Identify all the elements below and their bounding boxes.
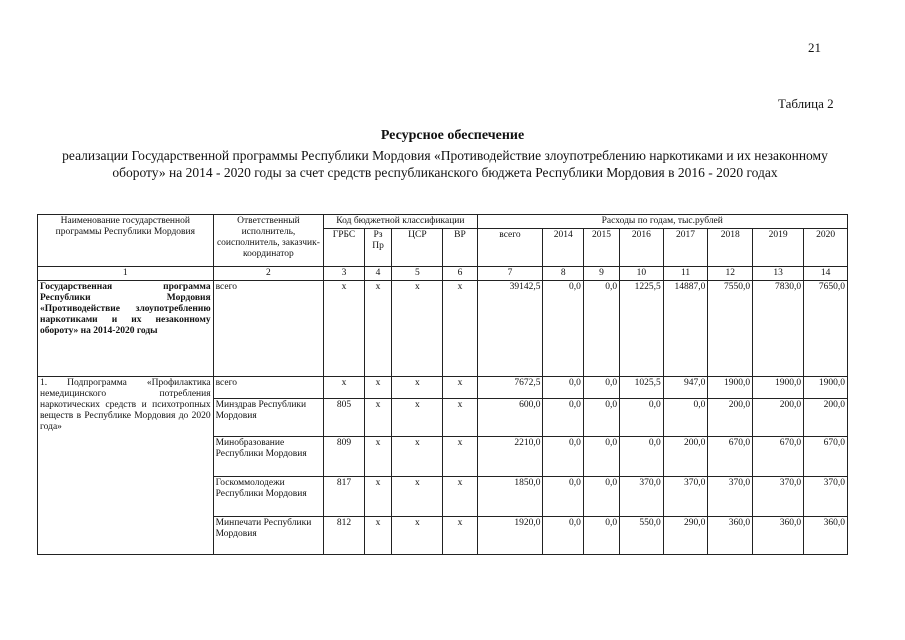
y2019-cell: 670,0	[753, 437, 804, 477]
rzpr-cell: х	[364, 399, 392, 437]
y2020-cell: 670,0	[804, 437, 848, 477]
program-executor-cell: всего	[213, 281, 324, 377]
column-number: 14	[804, 267, 848, 281]
column-number: 7	[477, 267, 543, 281]
y2014-cell: 0,0	[543, 437, 583, 477]
subprogram-row-total	[38, 377, 848, 399]
executor-cell: всего	[213, 377, 324, 399]
program-rzpr-cell: х	[364, 281, 392, 377]
column-number: 5	[392, 267, 443, 281]
program-vr-cell: х	[443, 281, 477, 377]
y2017-cell: 200,0	[663, 437, 708, 477]
total-cell: 1920,0	[477, 517, 543, 555]
y2016-cell: 0,0	[620, 399, 664, 437]
y2019-cell: 370,0	[753, 477, 804, 517]
column-number: 10	[620, 267, 664, 281]
y2015-cell: 0,0	[583, 477, 619, 517]
vr-cell: х	[443, 437, 477, 477]
y2016-cell: 1025,5	[620, 377, 664, 399]
y2016-cell: 370,0	[620, 477, 664, 517]
header-csr: ЦСР	[392, 229, 443, 267]
header-row-1	[38, 215, 848, 229]
rzpr-cell: х	[364, 517, 392, 555]
y2020-cell: 1900,0	[804, 377, 848, 399]
header-program-name: Наименование государственной программы Республики Мордовия	[38, 215, 214, 267]
program-name-cell: Государственная программа Республики Мордовия «Противодействие злоупотреблению наркотиками и их незаконному обороту» на 2014-2020 годы	[38, 281, 214, 377]
executor-cell: Минпечати Республики Мордовия	[213, 517, 324, 555]
total-cell: 7672,5	[477, 377, 543, 399]
header-2016: 2016	[620, 229, 664, 267]
rzpr-cell: х	[364, 477, 392, 517]
program-2014-cell: 0,0	[543, 281, 583, 377]
header-2019: 2019	[753, 229, 804, 267]
y2018-cell: 1900,0	[708, 377, 753, 399]
csr-cell: х	[392, 517, 443, 555]
csr-cell: х	[392, 399, 443, 437]
y2018-cell: 200,0	[708, 399, 753, 437]
program-2020-cell: 7650,0	[804, 281, 848, 377]
y2017-cell: 290,0	[663, 517, 708, 555]
y2015-cell: 0,0	[583, 377, 619, 399]
page-number: 21	[808, 40, 821, 55]
header-2017: 2017	[663, 229, 708, 267]
program-2017-cell: 14887,0	[663, 281, 708, 377]
program-2019-cell: 7830,0	[753, 281, 804, 377]
header-grbs: ГРБС	[324, 229, 364, 267]
y2016-cell: 550,0	[620, 517, 664, 555]
executor-cell: Минобразование Республики Мордовия	[213, 437, 324, 477]
column-number-row	[38, 267, 848, 281]
document-title: Ресурсное обеспечение	[380, 128, 525, 143]
y2014-cell: 0,0	[543, 517, 583, 555]
column-number: 8	[543, 267, 583, 281]
y2019-cell: 200,0	[753, 399, 804, 437]
csr-cell: х	[392, 437, 443, 477]
y2018-cell: 360,0	[708, 517, 753, 555]
y2016-cell: 0,0	[620, 437, 664, 477]
resource-table	[37, 214, 848, 555]
header-2020: 2020	[804, 229, 848, 267]
document-subtitle: реализации Государственной программы Республики Мордовия «Противодействие злоупотреблению наркотиками и их незаконному обороту» на 2014 - 2020 годы за счет средств республиканского бюджета Республики Мордовия в 2016 - 2020 годах	[62, 148, 828, 180]
column-number: 13	[753, 267, 804, 281]
y2017-cell: 370,0	[663, 477, 708, 517]
program-csr-cell: х	[392, 281, 443, 377]
column-number: 9	[583, 267, 619, 281]
vr-cell: х	[443, 377, 477, 399]
program-2016-cell: 1225,5	[620, 281, 664, 377]
column-number: 4	[364, 267, 392, 281]
grbs-cell: 812	[324, 517, 364, 555]
y2014-cell: 0,0	[543, 377, 583, 399]
vr-cell: х	[443, 477, 477, 517]
y2020-cell: 200,0	[804, 399, 848, 437]
csr-cell: х	[392, 377, 443, 399]
header-2014: 2014	[543, 229, 583, 267]
subprogram-name-cell: 1. Подпрограмма «Профилактика немедицинского потребления наркотических средств и психотропных веществ в Республике Мордовия до 2020 года»	[38, 377, 214, 555]
y2018-cell: 370,0	[708, 477, 753, 517]
total-cell: 1850,0	[477, 477, 543, 517]
executor-cell: Госкоммолодежи Республики Мордовия	[213, 477, 324, 517]
vr-cell: х	[443, 399, 477, 437]
column-number: 2	[213, 267, 324, 281]
rzpr-cell: х	[364, 437, 392, 477]
program-total-cell: 39142,5	[477, 281, 543, 377]
program-2018-cell: 7550,0	[708, 281, 753, 377]
column-number: 6	[443, 267, 477, 281]
y2014-cell: 0,0	[543, 399, 583, 437]
header-rzpr: Рз Пр	[364, 229, 392, 267]
header-2015: 2015	[583, 229, 619, 267]
header-2018: 2018	[708, 229, 753, 267]
y2015-cell: 0,0	[583, 399, 619, 437]
grbs-cell: 817	[324, 477, 364, 517]
header-budget-code: Код бюджетной классификации	[324, 215, 477, 229]
y2019-cell: 360,0	[753, 517, 804, 555]
column-number: 3	[324, 267, 364, 281]
y2017-cell: 0,0	[663, 399, 708, 437]
rzpr-cell: х	[364, 377, 392, 399]
y2019-cell: 1900,0	[753, 377, 804, 399]
grbs-cell: 809	[324, 437, 364, 477]
program-row	[38, 281, 848, 377]
header-expenses: Расходы по годам, тыс.рублей	[477, 215, 848, 229]
y2017-cell: 947,0	[663, 377, 708, 399]
program-2015-cell: 0,0	[583, 281, 619, 377]
y2015-cell: 0,0	[583, 517, 619, 555]
total-cell: 600,0	[477, 399, 543, 437]
total-cell: 2210,0	[477, 437, 543, 477]
header-total: всего	[477, 229, 543, 267]
column-number: 1	[38, 267, 214, 281]
y2020-cell: 370,0	[804, 477, 848, 517]
csr-cell: х	[392, 477, 443, 517]
grbs-cell: 805	[324, 399, 364, 437]
y2014-cell: 0,0	[543, 477, 583, 517]
y2018-cell: 670,0	[708, 437, 753, 477]
vr-cell: х	[443, 517, 477, 555]
executor-cell: Минздрав Республики Мордовия	[213, 399, 324, 437]
header-vr: ВР	[443, 229, 477, 267]
table-label: Таблица 2	[778, 96, 834, 111]
column-number: 11	[663, 267, 708, 281]
y2020-cell: 360,0	[804, 517, 848, 555]
program-grbs-cell: х	[324, 281, 364, 377]
grbs-cell: х	[324, 377, 364, 399]
y2015-cell: 0,0	[583, 437, 619, 477]
header-executor: Ответственный исполнитель, соисполнитель, заказчик-координатор	[213, 215, 324, 267]
column-number: 12	[708, 267, 753, 281]
